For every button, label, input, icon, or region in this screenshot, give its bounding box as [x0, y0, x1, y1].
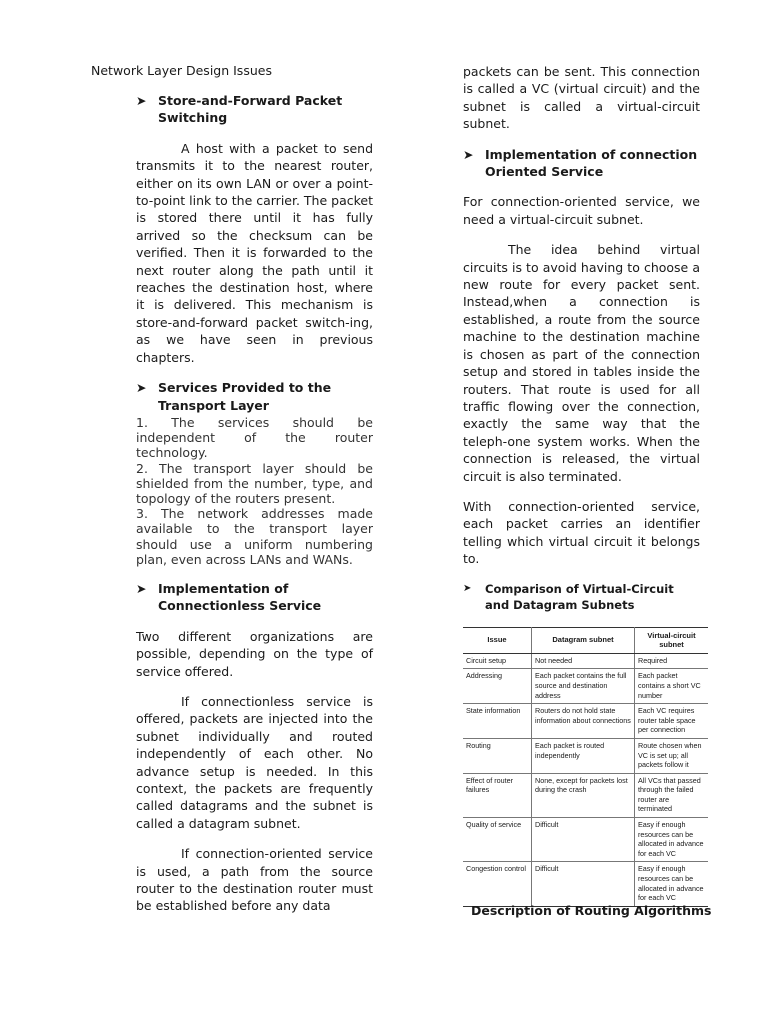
table-cell: Addressing — [463, 669, 532, 704]
paragraph-identifier: With connection-oriented service, each packet carries an identifier telling which virtual circuit it belongs to. — [463, 498, 700, 567]
heading-services-provided: ➤ Services Provided to the Transport Layer — [136, 380, 332, 413]
table-row — [463, 818, 708, 862]
table-cell: Routers do not hold state information about connections — [532, 704, 635, 739]
column-header: Virtual-circuit subnet — [635, 627, 709, 653]
table-cell: Route chosen when VC is set up; all packets follow it — [635, 738, 709, 773]
table-cell: None, except for packets lost during the crash — [532, 773, 635, 817]
arrowhead-bullet-icon: ➤ — [136, 580, 147, 596]
table-cell: Easy if enough resources can be allocated in advance for each VC — [635, 818, 709, 862]
table-cell: Difficult — [532, 818, 635, 862]
paragraph-connectionless: If connectionless service is offered, packets are injected into the subnet individually and routed independently of each other. No advance setup is needed. In this context, the packets are frequently called datagrams and the subnet is called a datagram subnet. — [136, 693, 373, 831]
arrowhead-bullet-icon: ➤ — [463, 146, 474, 162]
heading-comparison: ➤ Comparison of Virtual-Circuit and Datagram Subnets — [463, 581, 674, 612]
arrowhead-bullet-icon: ➤ — [136, 380, 147, 396]
table-cell: Each packet is routed independently — [532, 738, 635, 773]
table-cell: Required — [635, 653, 709, 669]
table-cell: State information — [463, 704, 532, 739]
list-item: 2. The transport layer should be shielded from the number, type, and topology of the routers present. — [136, 460, 373, 506]
comparison-table — [463, 627, 708, 907]
table-cell: Easy if enough resources can be allocated in advance for each VC — [635, 862, 709, 906]
table-row — [463, 738, 708, 773]
heading-store-and-forward: ➤ Store-and-Forward Packet Switching — [136, 93, 343, 126]
table-row — [463, 704, 708, 739]
paragraph-store-and-forward: A host with a packet to send transmits it to the nearest router, either on its own LAN or over a point-to-point link to the carrier. The packet is stored there until it has fully arrived so the checksum can be verified. Then it is forwarded to the next router along the path until it reaches the destination host, where it is delivered. This mechanism is store-and-forward packet switch-ing, as we have seen in previous chapters. — [136, 140, 373, 365]
table-cell: Not needed — [532, 653, 635, 669]
left-column — [136, 92, 373, 915]
table-cell: All VCs that passed through the failed router are terminated — [635, 773, 709, 817]
table-cell: Each packet contains the full source and destination address — [532, 669, 635, 704]
paragraph-connection-oriented-intro: If connection-oriented service is used, a path from the source router to the destination router must be established before any data — [136, 846, 373, 914]
arrowhead-bullet-icon: ➤ — [463, 582, 472, 594]
table-row — [463, 669, 708, 704]
right-column — [463, 63, 704, 907]
heading-routing-algorithms: Description of Routing Algorithms — [471, 903, 712, 918]
table-cell: Difficult — [532, 862, 635, 906]
arrowhead-bullet-icon: ➤ — [136, 93, 147, 108]
paragraph-vc-continued: packets can be sent. This connection is called a VC (virtual circuit) and the subnet is called a virtual-circuit subnet. — [463, 64, 700, 132]
paragraph-vc-subnet: For connection-oriented service, we need a virtual-circuit subnet. — [463, 194, 700, 227]
table-header-row — [463, 627, 708, 653]
table-cell: Routing — [463, 738, 532, 773]
table-cell: Circuit setup — [463, 653, 532, 669]
page-title: Network Layer Design Issues — [91, 63, 272, 78]
list-item: 1. The services should be independent of the router technology. — [136, 414, 373, 461]
table-cell: Each VC requires router table space per connection — [635, 704, 709, 739]
column-header: Issue — [463, 627, 532, 653]
paragraph-virtual-circuits: The idea behind virtual circuits is to avoid having to choose a new route for every packet sent. Instead,when a connection is established, a route from the source machine to the destination machine is chosen as part of the connection setup and stored in tables inside the routers. That route is used for all traffic flowing over the connection, exactly the same way that the teleph-one system works. When the connection is released, the virtual circuit is also terminated. — [463, 242, 700, 484]
list-item: 3. The network addresses made available to the transport layer should use a uniform numbering plan, even across LANs and WANs. — [136, 506, 373, 567]
column-header: Datagram subnet — [532, 627, 635, 653]
table-row — [463, 653, 708, 669]
table-cell: Quality of service — [463, 818, 532, 862]
table-cell: Effect of router failures — [463, 773, 532, 817]
table-row — [463, 862, 708, 906]
services-list — [136, 415, 373, 567]
heading-connection-oriented: ➤ Implementation of connection Oriented Service — [463, 146, 698, 180]
table-cell: Congestion control — [463, 862, 532, 906]
table-cell: Each packet contains a short VC number — [635, 669, 709, 704]
paragraph-organizations: Two different organizations are possible, depending on the type of service offered. — [136, 628, 373, 679]
table-row — [463, 773, 708, 817]
heading-connectionless: ➤ Implementation of Connectionless Service — [136, 580, 322, 614]
